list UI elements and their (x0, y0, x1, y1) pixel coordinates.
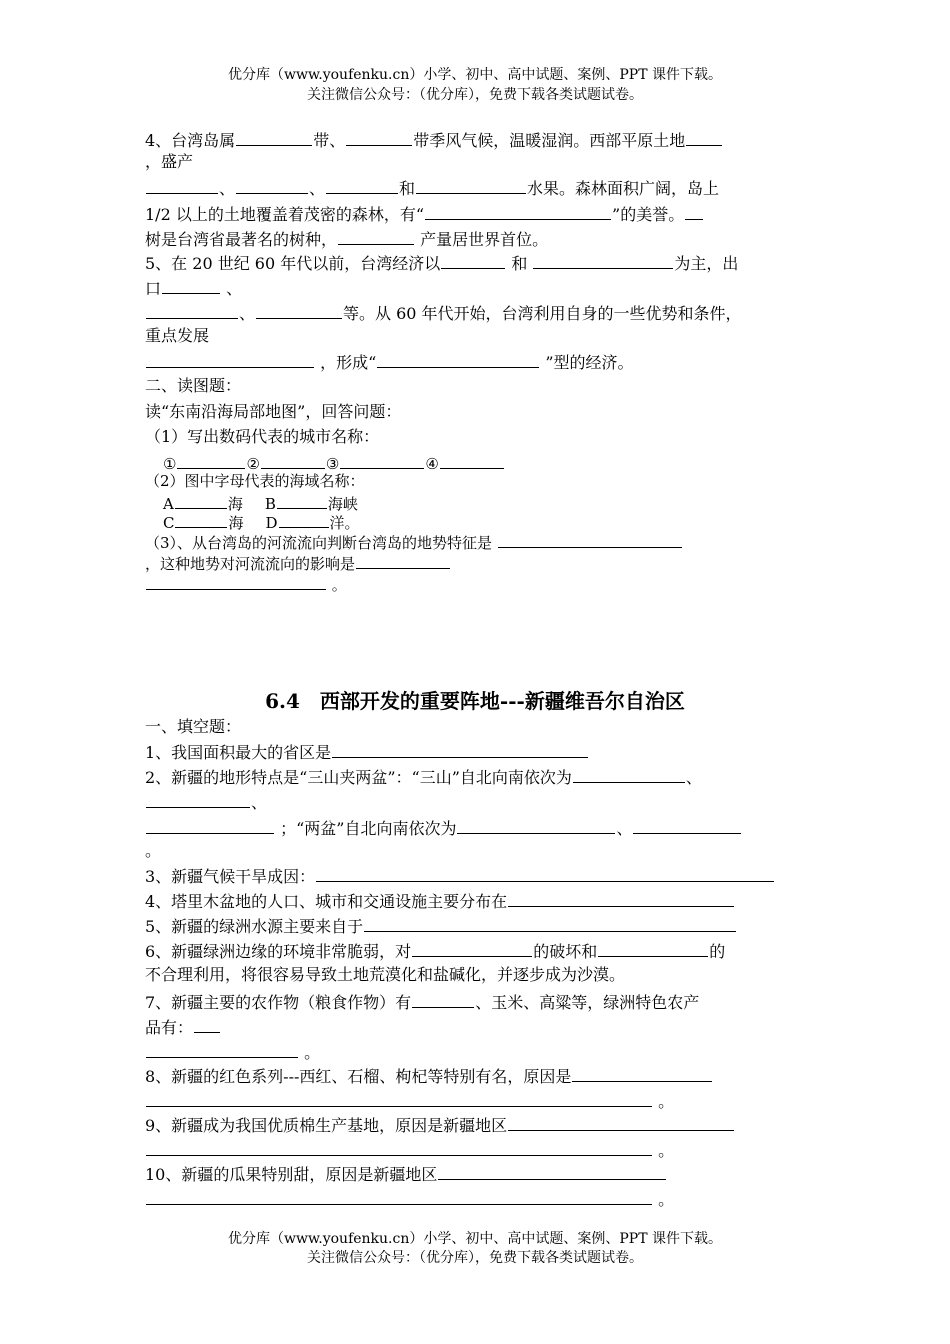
blank[interactable] (508, 889, 734, 907)
map-q1-answers: ① ② ③ ④ (163, 451, 505, 470)
blank[interactable] (686, 128, 722, 146)
blank[interactable] (377, 350, 539, 368)
blank[interactable] (440, 451, 504, 469)
s2-q8-cont: 。 (145, 1089, 674, 1111)
blank[interactable] (326, 176, 398, 194)
blank[interactable] (277, 491, 327, 509)
blank[interactable] (438, 1162, 666, 1180)
s2-q9-cont: 。 (145, 1138, 674, 1160)
s2-q7-line-1: 7、新疆主要的农作物（粮食作物）有 、玉米、高粱等，绿洲特色农产 (145, 990, 699, 1012)
s2-q4: 4、塔里木盆地的人口、城市和交通设施主要分布在 (145, 889, 735, 911)
map-q2-row-ab: A 海 B 海峡 (163, 491, 358, 510)
map-q2-row-cd: C 海 D 洋。 (163, 510, 360, 529)
map-intro: 读“东南沿海局部地图”，回答问题： (145, 402, 402, 421)
s2-q6-line-1: 6、新疆绿洲边缘的环境非常脆弱，对 的破坏和 的 (145, 939, 725, 961)
blank[interactable] (364, 914, 736, 932)
blank[interactable] (279, 510, 329, 528)
blank[interactable] (425, 202, 611, 220)
map-q2: （2）图中字母代表的海域名称： (145, 472, 365, 490)
blank[interactable] (441, 251, 505, 269)
blank[interactable] (356, 551, 450, 569)
blank[interactable] (346, 128, 412, 146)
blank[interactable] (457, 816, 615, 834)
blank[interactable] (146, 1138, 652, 1156)
s2-q10-cont: 。 (145, 1187, 674, 1209)
blank[interactable] (146, 301, 238, 319)
blank[interactable] (146, 1040, 298, 1058)
blank[interactable] (177, 451, 245, 469)
blank[interactable] (598, 939, 708, 957)
s2-q9: 9、新疆成为我国优质棉生产基地，原因是新疆地区 (145, 1113, 735, 1135)
blank[interactable] (498, 530, 682, 548)
blank[interactable] (572, 1064, 712, 1082)
blank[interactable] (338, 227, 414, 245)
blank[interactable] (412, 939, 532, 957)
map-q3-b: ，这种地势对河流流向的影响是 (145, 551, 451, 570)
map-q1: （1）写出数码代表的城市名称： (145, 427, 380, 446)
blank[interactable] (416, 176, 526, 194)
q5-line-2: 口 、 (145, 276, 242, 298)
blank[interactable] (146, 1089, 652, 1107)
q5-line-1: 5、在 20 世纪 60 年代以前，台湾经济以 和 为主，出 (145, 251, 738, 273)
s2-q3: 3、新疆气候干旱成因： (145, 864, 775, 886)
blank[interactable] (194, 1015, 220, 1033)
blank[interactable] (633, 816, 741, 834)
s2-q8: 8、新疆的红色系列---西红、石榴、枸杞等特别有名，原因是 (145, 1064, 713, 1086)
blank[interactable] (412, 990, 474, 1008)
s2-q2-end: 。 (145, 841, 162, 860)
map-heading: 二、读图题： (145, 376, 242, 395)
s2-q2-line-1: 2、新疆的地形特点是“三山夹两盆”：“三山”自北向南依次为 、 (145, 765, 702, 787)
q5-line-3: 、 等。从 60 年代开始，台湾利用自身的一些优势和条件， (145, 301, 742, 323)
q4-line-4: 1/2 以上的土地覆盖着茂密的森林，有“ ”的美誉。 (145, 202, 704, 224)
s2-q7-line-3: 。 (145, 1040, 320, 1062)
fill-heading: 一、填空题： (145, 717, 242, 736)
s2-q2-line-2: 、 (145, 790, 267, 812)
q5-line-5: ，形成“ ”型的经济。 (145, 350, 634, 372)
blank[interactable] (146, 790, 250, 808)
header-line-1: 优分库（www.youfenku.cn）小学、初中、高中试题、案例、PPT 课件下载。 (227, 67, 722, 83)
blank[interactable] (533, 251, 673, 269)
q5-line-4: 重点发展 (145, 326, 210, 345)
blank[interactable] (685, 202, 703, 220)
blank[interactable] (573, 765, 685, 783)
header-line-2: 关注微信公众号：（优分库），免费下载各类试题试卷。 (307, 87, 643, 103)
section-title: 6.4 西部开发的重要阵地---新疆维吾尔自治区 (265, 689, 685, 713)
blank[interactable] (316, 864, 774, 882)
blank[interactable] (175, 510, 227, 528)
footer-line-2: 关注微信公众号：（优分库），免费下载各类试题试卷。 (307, 1250, 643, 1266)
blank[interactable] (146, 816, 274, 834)
map-q3: （3）、从台湾岛的河流流向判断台湾岛的地势特征是 (145, 530, 683, 549)
blank[interactable] (175, 491, 227, 509)
blank[interactable] (236, 176, 308, 194)
blank[interactable] (236, 128, 312, 146)
s2-q6-line-2: 不合理利用，将很容易导致土地荒漠化和盐碱化，并逐步成为沙漠。 (145, 965, 626, 984)
blank[interactable] (340, 451, 424, 469)
s2-q7-line-2: 品有： (145, 1015, 221, 1037)
s2-q5: 5、新疆的绿洲水源主要来自于 (145, 914, 737, 936)
blank[interactable] (146, 1187, 652, 1205)
footer-line-1: 优分库（www.youfenku.cn）小学、初中、高中试题、案例、PPT 课件下载。 (227, 1231, 722, 1247)
s2-q2-line-3: ；“两盆”自北向南依次为 、 (145, 816, 742, 838)
blank[interactable] (146, 350, 314, 368)
s2-q10: 10、新疆的瓜果特别甜，原因是新疆地区 (145, 1162, 667, 1184)
q4-line-2: ，盛产 (145, 152, 194, 171)
blank[interactable] (332, 740, 588, 758)
blank[interactable] (146, 176, 218, 194)
blank[interactable] (256, 301, 342, 319)
blank[interactable] (261, 451, 325, 469)
q4-line-5: 树是台湾省最著名的树种， 产量居世界首位。 (145, 227, 548, 249)
q4-line-1: 4、台湾岛属 带、 带季风气候，温暖湿润。西部平原土地 (145, 128, 723, 150)
s2-q1: 1、我国面积最大的省区是 (145, 740, 589, 762)
map-q3-c: 。 (145, 572, 347, 591)
q4-line-3: 、 、 和 水果。森林面积广阔，岛上 (145, 176, 719, 198)
blank[interactable] (146, 572, 326, 590)
blank[interactable] (162, 276, 220, 294)
blank[interactable] (508, 1113, 734, 1131)
